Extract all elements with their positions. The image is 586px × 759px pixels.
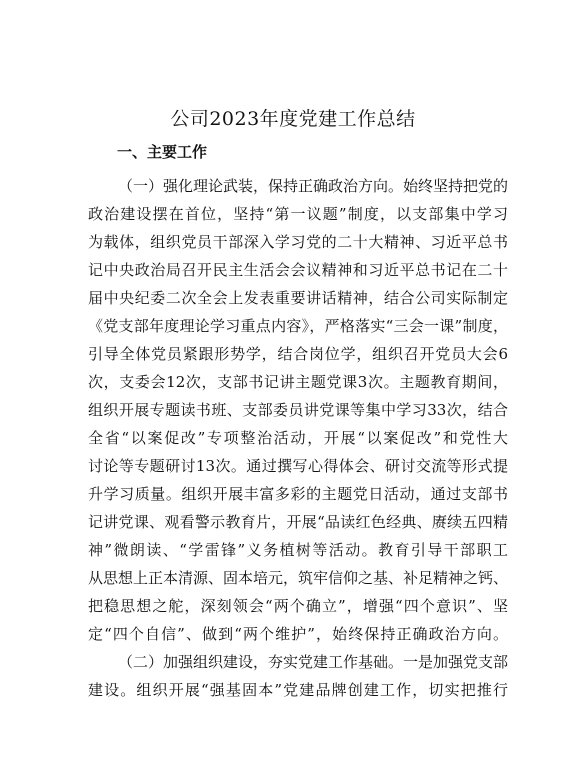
paragraph-line: 届中央纪委二次全会上发表重要讲话精神，结合公司实际制定	[88, 289, 508, 307]
section-heading: 一、主要工作	[117, 143, 208, 161]
paragraph-line: 把稳思想之舵，深刻领会“两个确立”，增强“四个意识”、坚	[88, 597, 508, 615]
paragraph-line: （二）加强组织建设，夯实党建工作基础。一是加强党支部	[118, 653, 508, 671]
paragraph-line: 神”微朗读、“学雷锋”义务植树等活动。教育引导干部职工	[88, 541, 508, 559]
document-title: 公司2023年度党建工作总结	[170, 108, 416, 130]
paragraph-line: 《党支部年度理论学习重点内容》，严格落实“三会一课”制度，	[88, 317, 508, 335]
paragraph-line: 全省“以案促改”专项整治活动，开展“以案促改”和党性大	[88, 429, 508, 447]
paragraph-line: 引导全体党员紧跟形势学，结合岗位学，组织召开党员大会6	[88, 345, 508, 363]
paragraph-line: 记中央政治局召开民主生活会会议精神和习近平总书记在二十	[88, 261, 508, 279]
paragraph-line: 升学习质量。组织开展丰富多彩的主题党日活动，通过支部书	[88, 485, 508, 503]
paragraph-line: 讨论等专题研讨13次。通过撰写心得体会、研讨交流等形式提	[88, 457, 508, 475]
paragraph-line: 记讲党课、观看警示教育片，开展“品读红色经典、赓续五四精	[88, 513, 508, 531]
paragraph-line: 组织开展专题读书班、支部委员讲党课等集中学习33次，结合	[88, 401, 508, 419]
paragraph-line: 从思想上正本清源、固本培元，筑牢信仰之基、补足精神之钙、	[88, 569, 508, 587]
paragraph-line: 政治建设摆在首位，坚持“第一议题”制度，以支部集中学习	[88, 205, 508, 223]
paragraph-line: 建设。组织开展“强基固本”党建品牌创建工作，切实把推行	[88, 681, 508, 699]
document-body	[88, 172, 508, 704]
paragraph-line: 次，支委会12次，支部书记讲主题党课3次。主题教育期间，	[88, 373, 508, 391]
paragraph-line: 定“四个自信”、做到“两个维护”，始终保持正确政治方向。	[88, 625, 508, 643]
paragraph-line: 为载体，组织党员干部深入学习党的二十大精神、习近平总书	[88, 233, 508, 251]
paragraph-line: （一）强化理论武装，保持正确政治方向。始终坚持把党的	[118, 177, 508, 195]
